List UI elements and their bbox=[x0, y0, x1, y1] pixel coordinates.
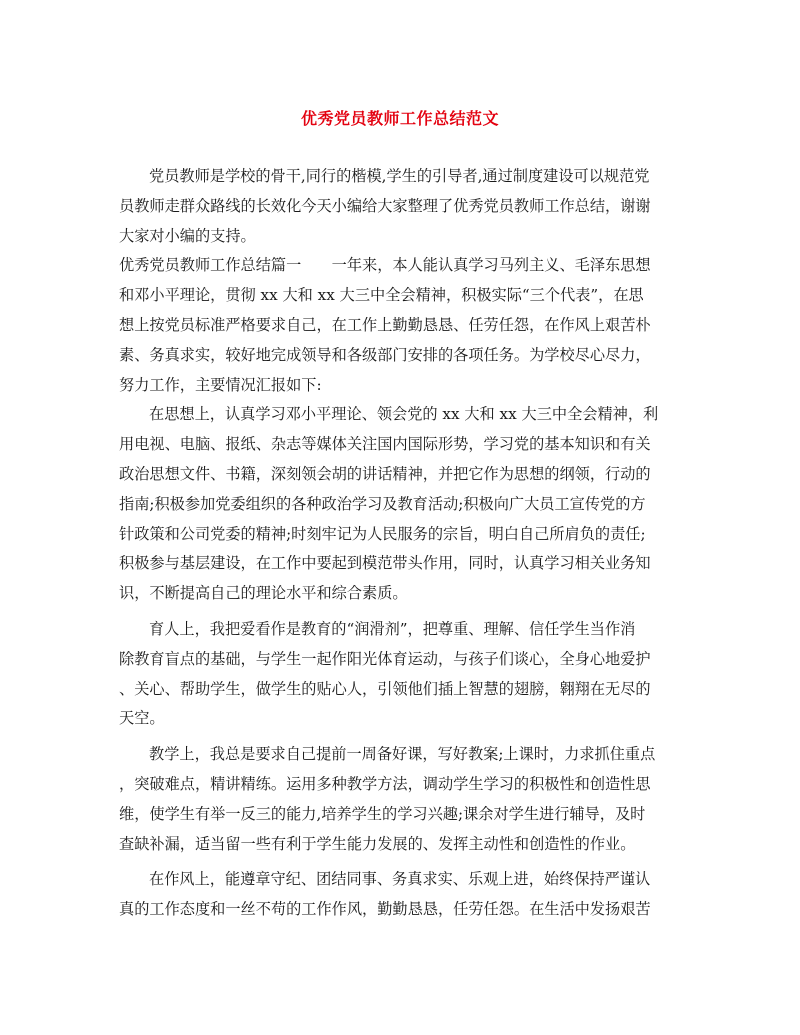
text-line: 识，不断提高自己的理论水平和综合素质。 bbox=[119, 584, 408, 603]
text-line: 查缺补漏，适当留一些有利于学生能力发展的、发挥主动性和创造性的作业。 bbox=[119, 834, 636, 853]
text-line: 员教师走群众路线的长效化今天小编给大家整理了优秀党员教师工作总结，谢谢 bbox=[119, 196, 651, 215]
document-title: 优秀党员教师工作总结范文 bbox=[300, 109, 499, 128]
text-line: 维，使学生有举一反三的能力,培养学生的学习兴趣;课余对学生进行辅导，及时 bbox=[119, 804, 646, 823]
text-line: 针政策和公司党委的精神;时刻牢记为人民服务的宗旨，明白自己所肩负的责任; bbox=[119, 524, 646, 543]
text-line: 大家对小编的支持。 bbox=[119, 226, 256, 245]
text-line: 指南;积极参加党委组织的各种政治学习及教育活动;积极向广大员工宣传党的方 bbox=[119, 494, 646, 513]
text-line: 想上按党员标准严格要求自己，在工作上勤勤恳恳、任劳任怨，在作风上艰苦朴 bbox=[119, 315, 651, 334]
text-line: ，突破难点，精讲精练。运用多种教学方法，调动学生学习的积极性和创造性思 bbox=[119, 774, 651, 793]
section-heading-line: 优秀党员教师工作总结篇一 一年来，本人能认真学习马列主义、毛泽东思想 bbox=[119, 256, 651, 275]
text-line: 天空。 bbox=[119, 709, 165, 728]
text-line: 努力工作，主要情况汇报如下: bbox=[119, 375, 322, 394]
text-line: 教学上，我总是要求自己提前一周备好课，写好教案;上课时，力求抓住重点 bbox=[149, 745, 656, 764]
text-line: 在思想上，认真学习邓小平理论、领会党的 xx 大和 xx 大三中全会精神，利 bbox=[149, 405, 659, 424]
text-line: 素、务真求实，较好地完成领导和各级部门安排的各项任务。为学校尽心尽力， bbox=[119, 345, 651, 364]
text-line: 政治思想文件、书籍，深刻领会胡的讲话精神，并把它作为思想的纲领，行动的 bbox=[119, 464, 651, 483]
text-line: 在作风上，能遵章守纪、团结同事、务真求实、乐观上进，始终保持严谨认 bbox=[149, 870, 651, 889]
text-line: 育人上，我把爱看作是教育的“润滑剂”，把尊重、理解、信任学生当作消 bbox=[149, 619, 636, 638]
text-line: 真的工作态度和一丝不苟的工作作风，勤勤恳恳，任劳任怨。在生活中发扬艰苦 bbox=[119, 900, 651, 919]
text-line: 用电视、电脑、报纸、杂志等媒体关注国内国际形势，学习党的基本知识和有关 bbox=[119, 435, 651, 454]
text-line: 和邓小平理论，贯彻 xx 大和 xx 大三中全会精神，积极实际“三个代表”，在思 bbox=[119, 286, 644, 305]
text-line: 、关心、帮助学生，做学生的贴心人，引领他们插上智慧的翅膀，翱翔在无尽的 bbox=[119, 679, 651, 698]
text-line: 党员教师是学校的骨干,同行的楷模,学生的引导者,通过制度建设可以规范党 bbox=[149, 167, 650, 185]
text-line: 积极参与基层建设，在工作中要起到模范带头作用，同时，认真学习相关业务知 bbox=[119, 554, 651, 573]
text-line: 除教育盲点的基础，与学生一起作阳光体育运动，与孩子们谈心，全身心地爱护 bbox=[119, 649, 651, 668]
document-body bbox=[119, 162, 684, 925]
